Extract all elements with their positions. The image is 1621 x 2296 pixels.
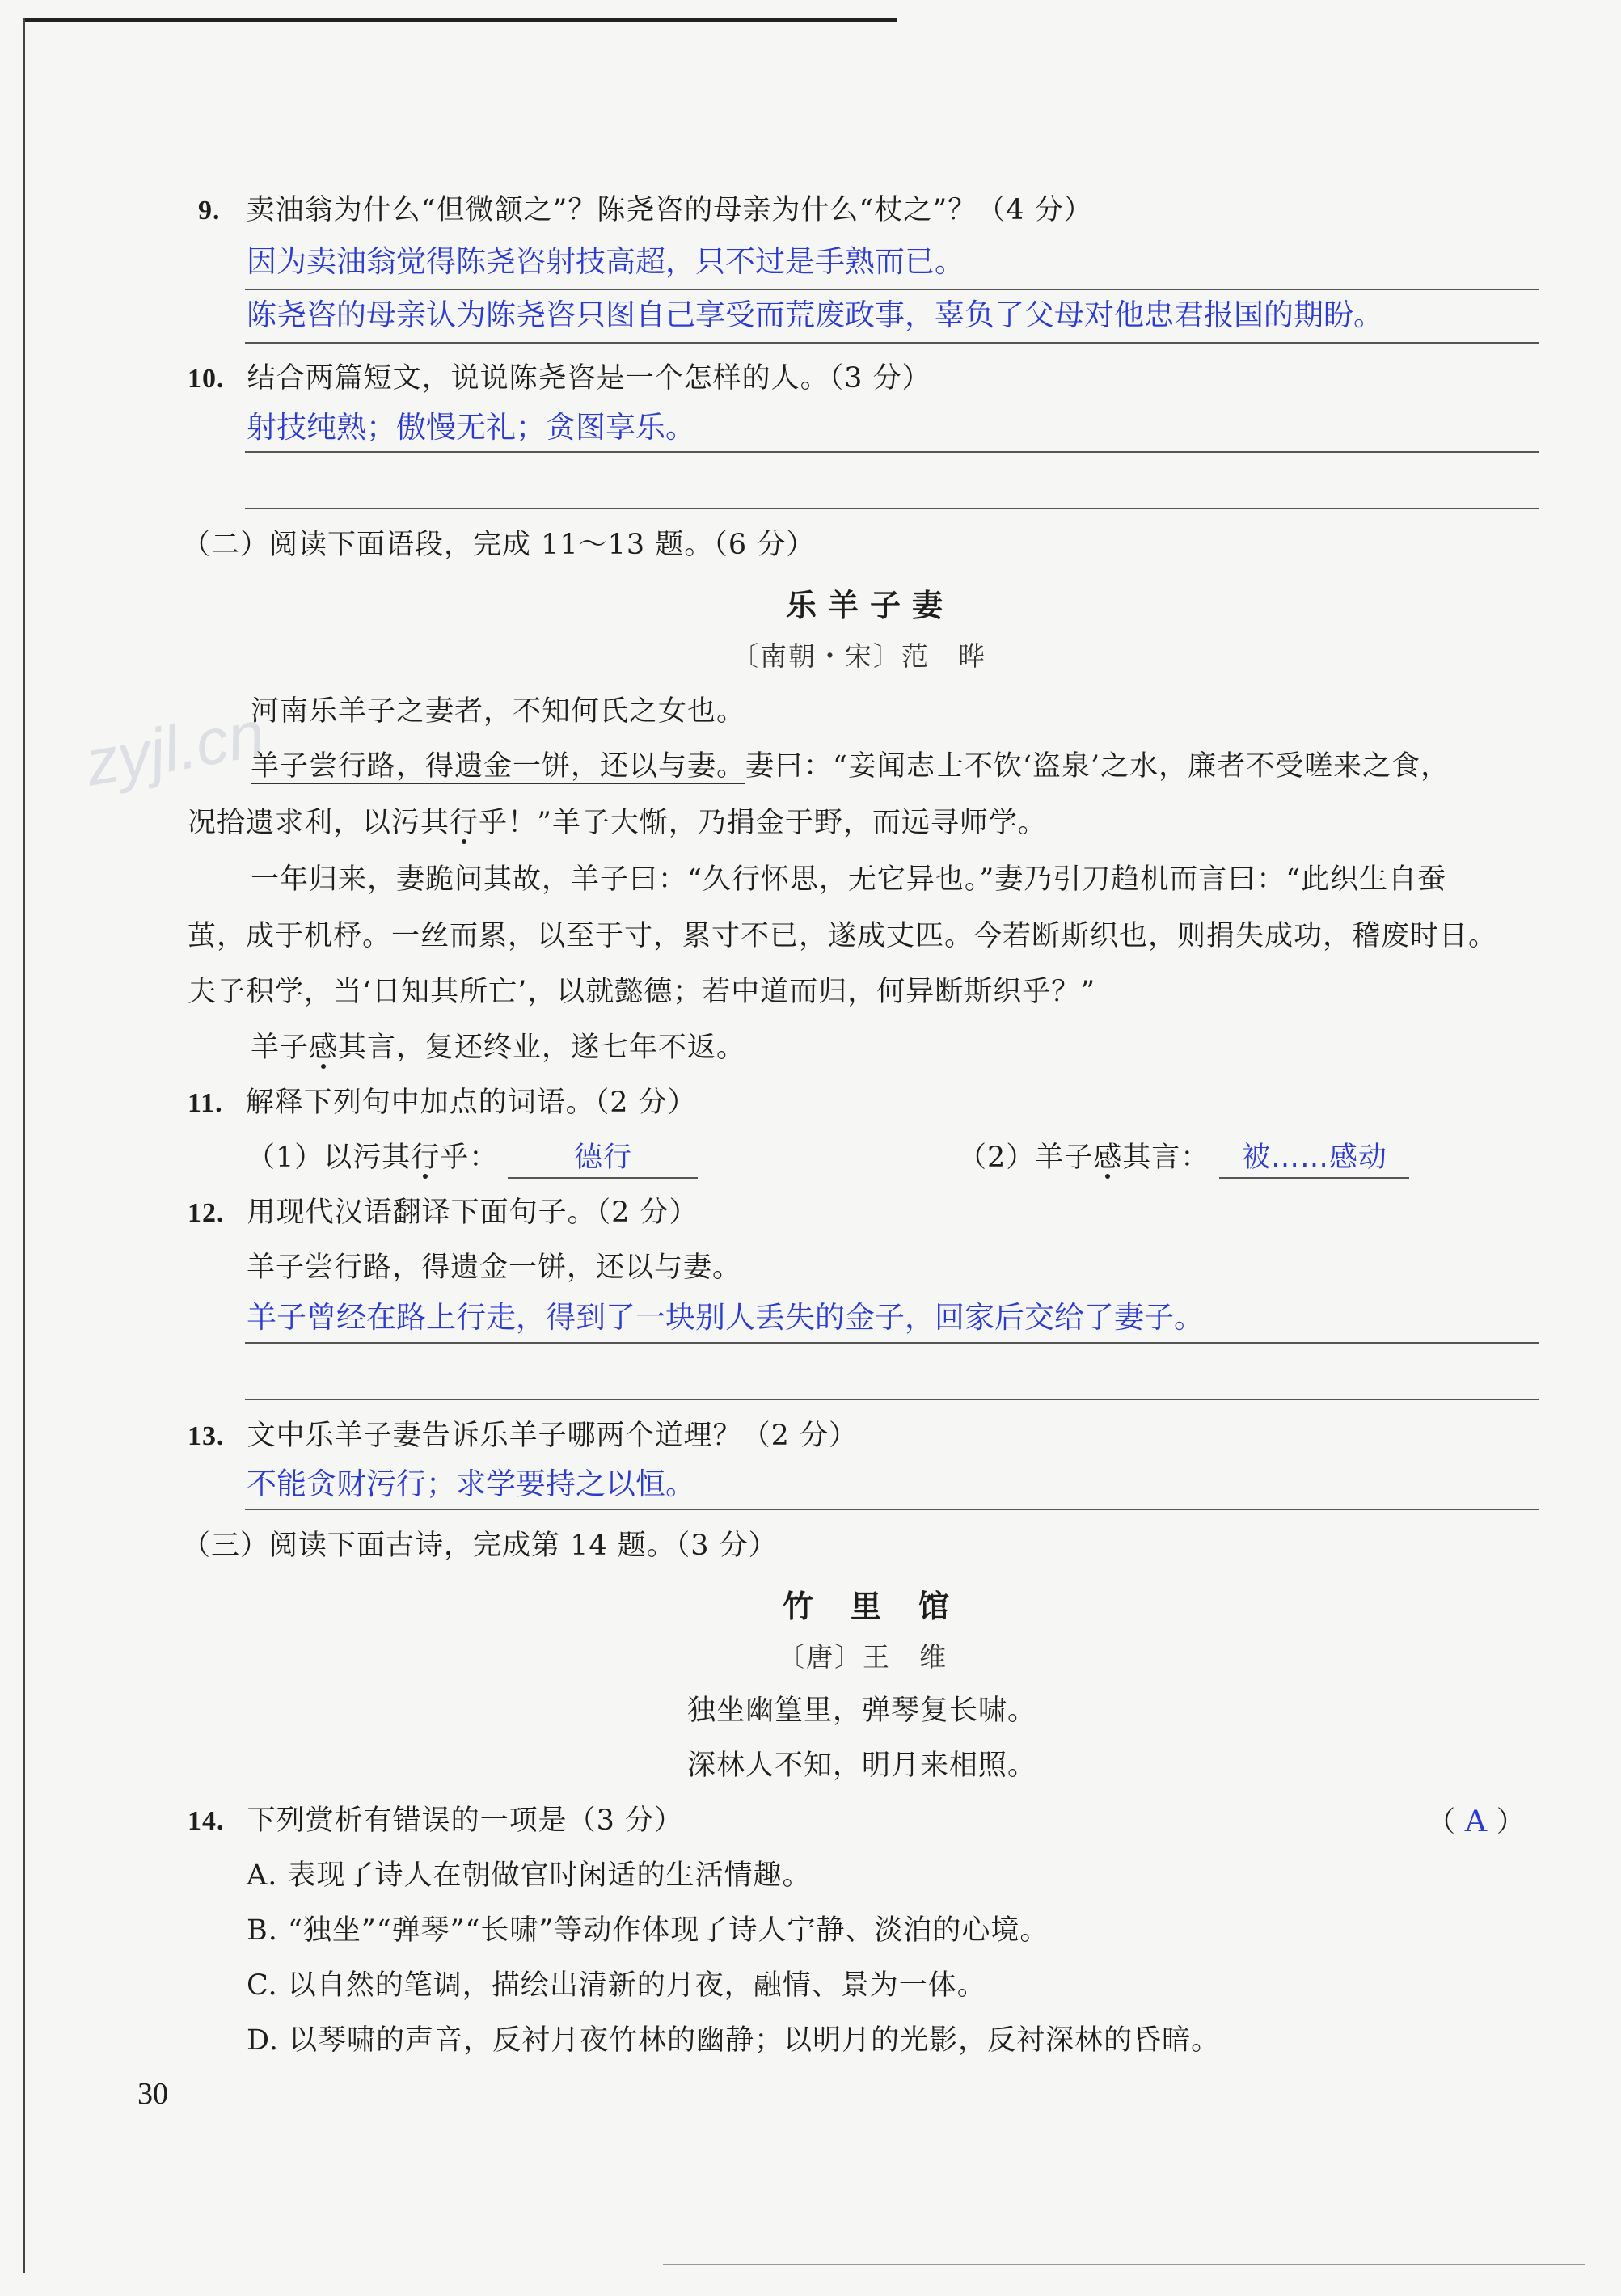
option-a: A. 表现了诗人在朝做官时闲适的生活情趣。: [247, 1859, 812, 1892]
item-text: 其言：: [1122, 1142, 1210, 1174]
page-number: 30: [137, 2077, 168, 2111]
question-9: [198, 191, 1093, 230]
question-number: 13.: [188, 1421, 225, 1451]
passage-paragraph-3-line-2: 茧，成于机杼。一丝而累，以至于寸，累寸不已，遂成丈匹。今若断斯织也，则捐失成功，稽废时日。: [188, 920, 1498, 952]
passage-paragraph-4: [251, 1028, 745, 1067]
question-10: [188, 359, 931, 399]
answer-10: 射技纯熟；傲慢无礼；贪图享乐。: [247, 410, 695, 445]
answer-blank: [508, 1138, 698, 1179]
answer-11-1: 德行: [573, 1142, 632, 1174]
question-13: [188, 1416, 858, 1456]
answer-line: [245, 342, 1539, 344]
question-text: 结合两篇短文，说说陈尧咨是一个怎样的人。（3 分）: [247, 362, 931, 395]
emphasized-word: 感: [1093, 1142, 1123, 1174]
poem-title: 竹 里 馆: [783, 1589, 953, 1624]
poem-author: 〔唐〕王 维: [778, 1641, 948, 1673]
answer-line: [245, 1399, 1539, 1400]
question-11-item-2: [958, 1138, 1409, 1179]
passage-text: 妻曰：“妾闻志士不饮‘盗泉’之水，廉者不受嗟来之食，: [745, 750, 1450, 783]
top-border: [24, 18, 897, 22]
emphasized-word: 感: [309, 1032, 339, 1064]
left-border: [23, 18, 25, 2273]
question-text: 用现代汉语翻译下面句子。（2 分）: [247, 1197, 699, 1229]
item-text: （1）以污其: [247, 1142, 412, 1174]
option-b: B. “独坐”“弹琴”“长啸”等动作体现了诗人宁静、淡泊的心境。: [247, 1914, 1049, 1947]
question-11-item-1: [247, 1138, 698, 1179]
option-d: D. 以琴啸的声音，反衬月夜竹林的幽静；以明月的光影，反衬深林的昏暗。: [247, 2024, 1221, 2057]
passage-paragraph-1: 河南乐羊子之妻者，不知何氏之女也。: [251, 695, 746, 728]
answer-blank: [1219, 1138, 1409, 1179]
answer-9-line1: 因为卖油翁觉得陈尧咨射技高超，只不过是手熟而已。: [247, 244, 965, 279]
poem-line-1: 独坐幽篁里，弹琴复长啸。: [687, 1695, 1037, 1727]
bracket-open: （: [1427, 1806, 1457, 1838]
question-12: [188, 1193, 699, 1233]
passage-text: 乎！”羊子大惭，乃捐金于野，而远寻师学。: [479, 807, 1047, 839]
question-11: [188, 1083, 697, 1123]
bracket-close: ）: [1496, 1806, 1526, 1838]
underlined-sentence: 羊子尝行路，得遗金一饼，还以与妻。: [251, 750, 746, 783]
answer-13: 不能贪财污行；求学要持之以恒。: [247, 1467, 695, 1501]
answer-line: [245, 1342, 1539, 1344]
passage-text: 羊子: [251, 1032, 310, 1064]
passage-text: 其言，复还终业，遂七年不返。: [338, 1032, 746, 1064]
answer-bracket: [1427, 1801, 1526, 1842]
answer-9-line2: 陈尧咨的母亲认为陈尧咨只图自己享受而荒废政事，辜负了父母对他忠君报国的期盼。: [247, 298, 1383, 332]
passage-paragraph-3-line-3: 夫子积学，当‘日知其所亡’，以就懿德；若中道而归，何异断斯织乎？”: [188, 976, 1096, 1008]
question-number: 10.: [188, 364, 225, 394]
emphasized-word: 行: [411, 1142, 441, 1174]
question-number: 9.: [198, 196, 221, 226]
answer-14: A: [1464, 1802, 1488, 1838]
bottom-border: [663, 2264, 1585, 2265]
passage-title: 乐羊子妻: [786, 588, 955, 623]
emphasized-word: 行: [450, 807, 479, 839]
question-number: 14.: [188, 1806, 225, 1836]
passage-author: 〔南朝・宋〕范 晔: [732, 640, 986, 672]
answer-line: [245, 289, 1539, 290]
answer-line: [245, 508, 1539, 509]
section-heading: （二）阅读下面语段，完成 11～13 题。（6 分）: [182, 529, 816, 561]
passage-paragraph-2-line-1: [251, 747, 1450, 786]
question-text: 文中乐羊子妻告诉乐羊子哪两个道理？（2 分）: [247, 1420, 859, 1452]
answer-line: [245, 1509, 1539, 1510]
passage-paragraph-3-line-1: 一年归来，妻跪问其故，羊子曰：“久行怀思，无它异也。”妻乃引刀趋机而言曰：“此织生自蚕: [251, 863, 1447, 896]
answer-11-2: 被……感动: [1241, 1142, 1387, 1174]
section-heading: （三）阅读下面古诗，完成第 14 题。（3 分）: [182, 1530, 778, 1562]
watermark: zyjl.cn: [79, 697, 270, 800]
answer-line: [245, 451, 1539, 453]
item-text: （2）羊子: [958, 1142, 1094, 1174]
question-text: 解释下列句中加点的词语。（2 分）: [245, 1087, 697, 1119]
question-number: 12.: [188, 1198, 225, 1228]
item-text: 乎：: [440, 1142, 499, 1174]
question-14: [188, 1801, 683, 1841]
passage-text: 况拾遗求利，以污其: [188, 807, 450, 839]
passage-paragraph-2-line-2: [188, 804, 1047, 842]
option-c: C. 以自然的笔调，描绘出清新的月夜，融情、景为一体。: [247, 1969, 986, 2002]
question-text: 卖油翁为什么“但微颔之”？陈尧咨的母亲为什么“杖之”？（4 分）: [246, 194, 1093, 226]
question-text: 下列赏析有错误的一项是（3 分）: [247, 1804, 684, 1837]
sentence-to-translate: 羊子尝行路，得遗金一饼，还以与妻。: [247, 1251, 742, 1284]
question-number: 11.: [188, 1088, 223, 1118]
answer-12: 羊子曾经在路上行走，得到了一块别人丢失的金子，回家后交给了妻子。: [247, 1300, 1204, 1335]
poem-line-2: 深林人不知，明月来相照。: [687, 1749, 1037, 1782]
